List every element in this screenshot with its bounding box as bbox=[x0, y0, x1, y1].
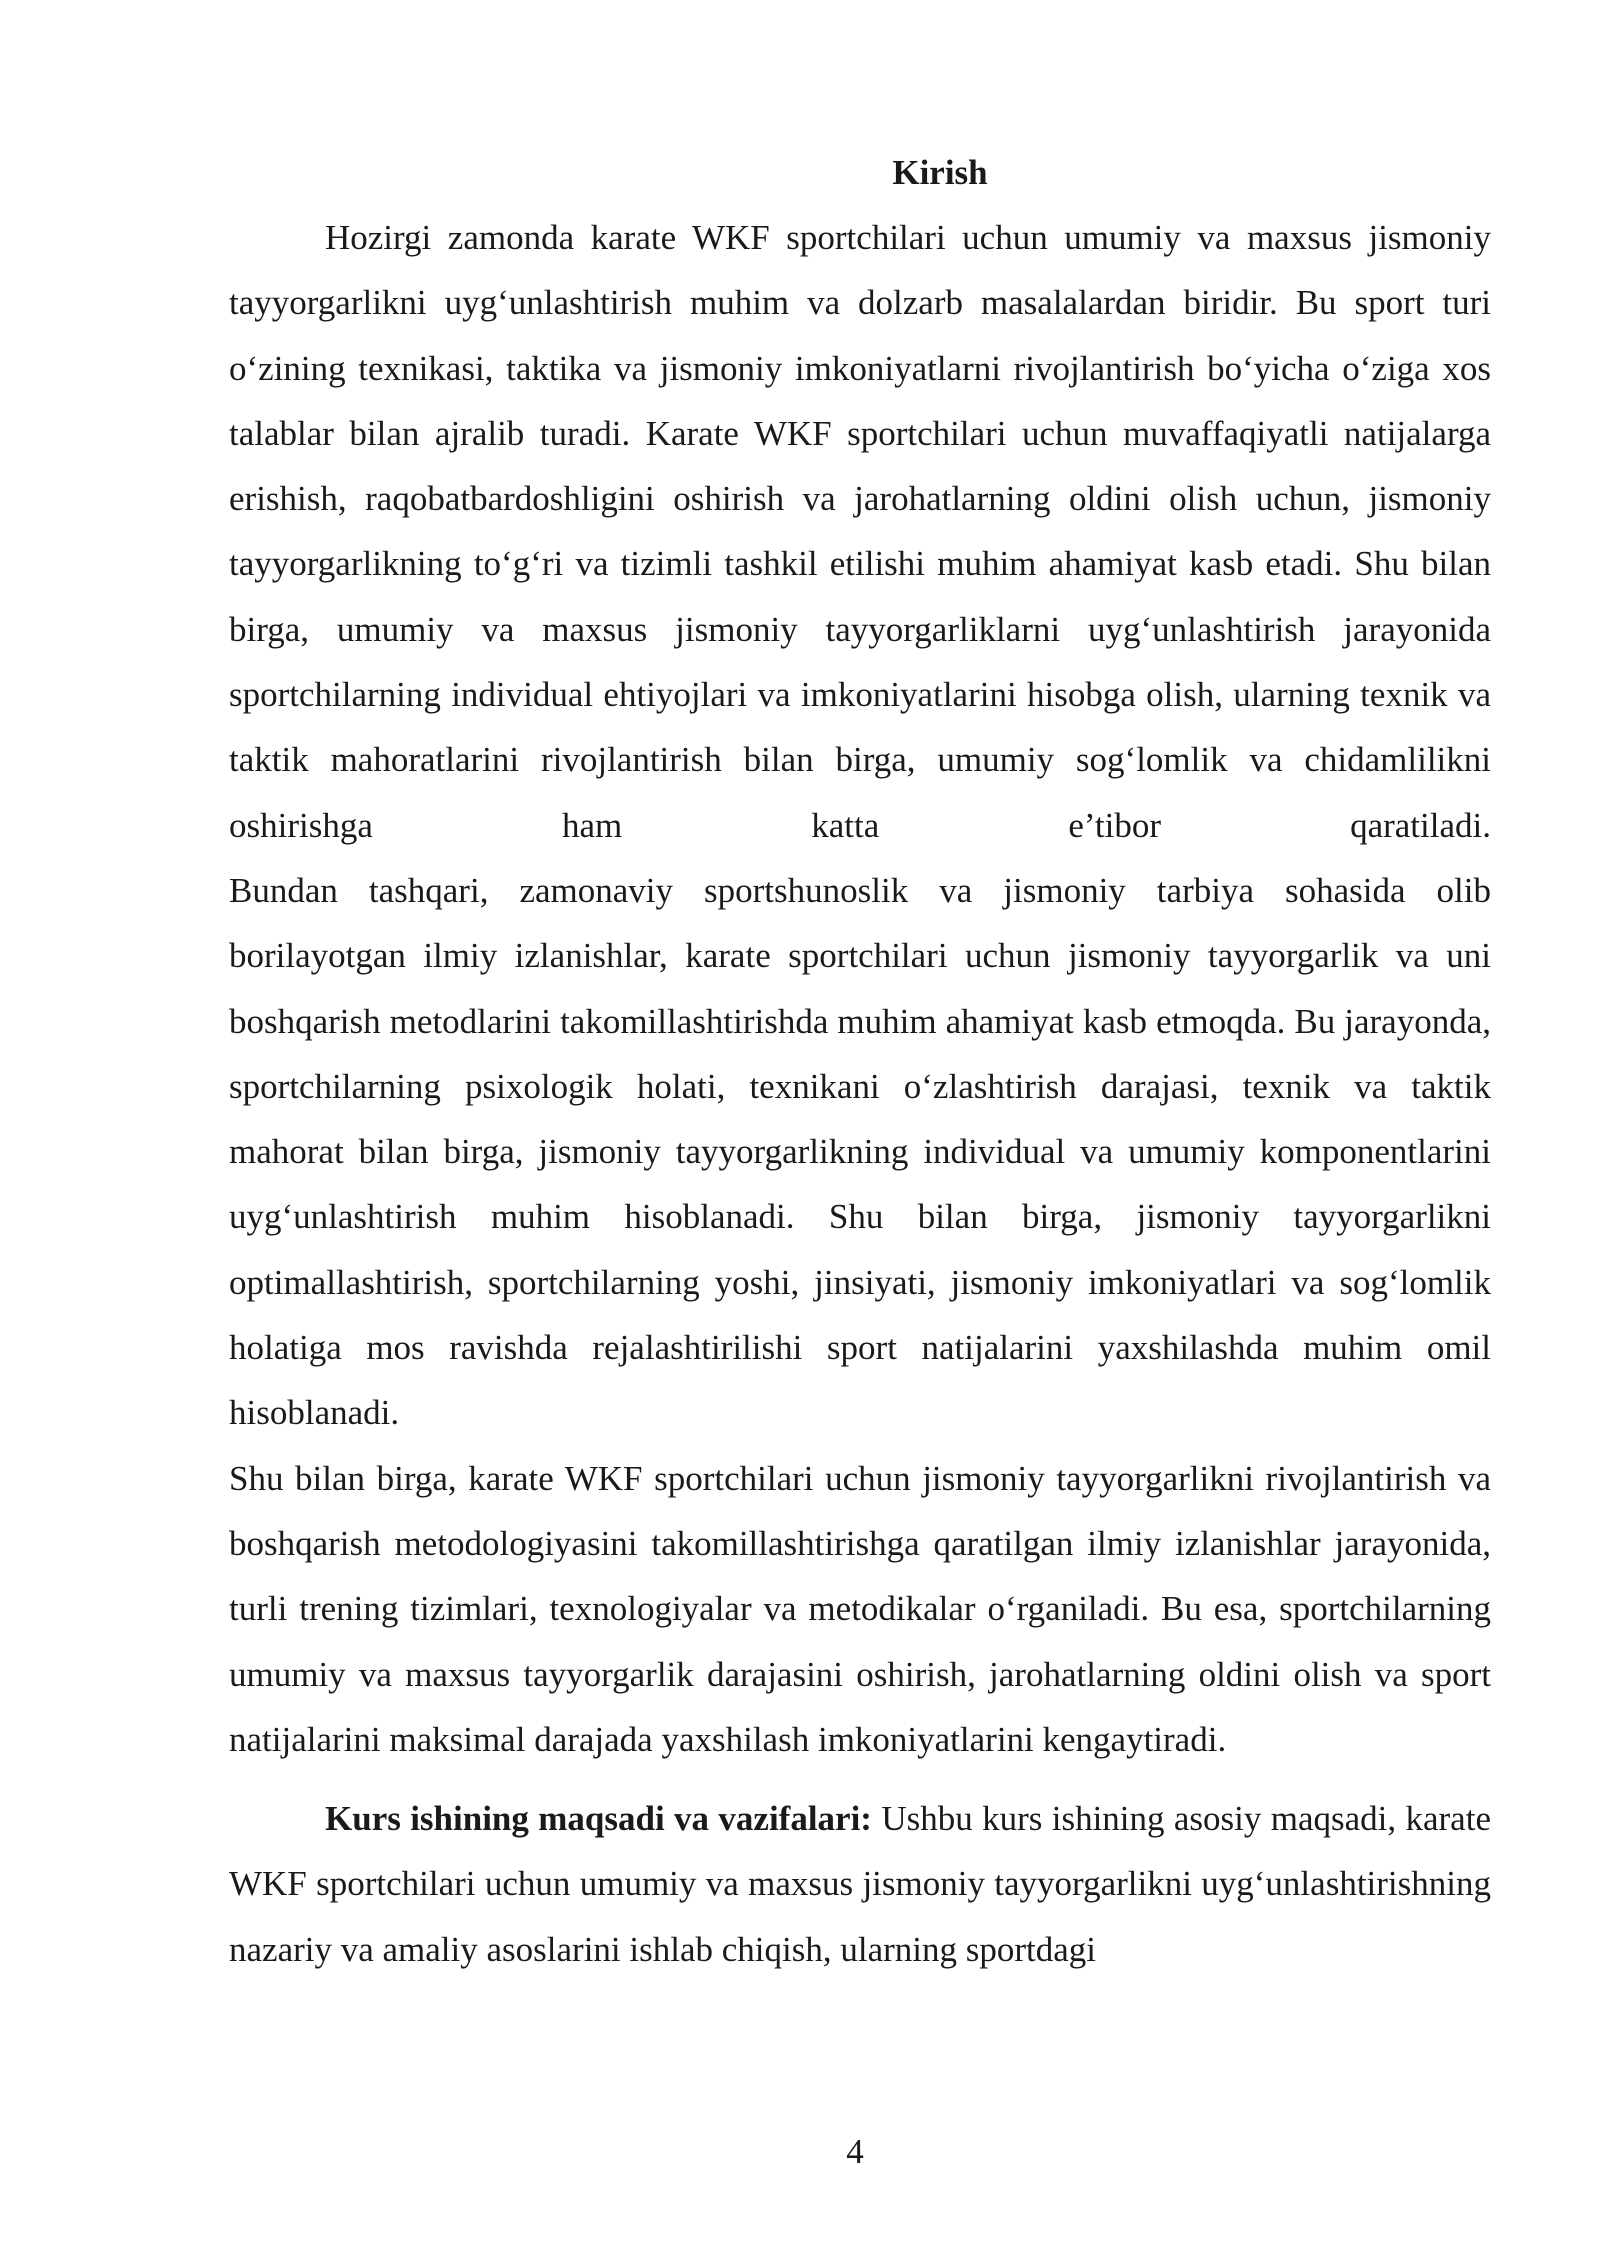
paragraph-research: Bundan tashqari, zamonaviy sportshunoslik va jismoniy tarbiya sohasida olib borilayotgan ilmiy izlanishlar, karate sportchilari uchun jismoniy tayyorgarlik va uni boshqarish metodlarini takomillashtirishda muhim ahamiyat kasb etmoqda. Bu jarayonda, sportchilarning psixologik holati, texnikani o‘zlashtirish darajasi, texnik va taktik mahorat bilan birga, jismoniy tayyorgarlikning individual va umumiy komponentlarini uyg‘unlashtirish muhim hisoblanadi. Shu bilan birga, jismoniy tayyorgarlikni optimallashtirish, sportchilarning yoshi, jinsiyati, jismoniy imkoniyatlari va sog‘lomlik holatiga mos ravishda rejalashtirilishi sport natijalarini yaxshilashda muhim omil hisoblanadi. bbox=[229, 870, 1491, 1433]
goals-label: Kurs ishining maqsadi va vazifalari: bbox=[325, 1799, 872, 1839]
goals-text: Ushbu kurs ishining asosiy maqsadi, karate WKF sportchilari uchun umumiy va maxsus jismoniy tayyorgarlikni uyg‘unlashtirishning nazariy va amaliy asoslarini ishlab chiqish, ularning sportdagi bbox=[229, 1799, 1491, 1969]
document-page bbox=[229, 140, 1491, 1982]
paragraph-intro: Hozirgi zamonda karate WKF sportchilari uchun umumiy va maxsus jismoniy tayyorgarlikni uyg‘unlashtirish muhim va dolzarb masalalardan biridir. Bu sport turi o‘zining texnikasi, taktika va jismoniy imkoniyatlarni rivojlantirish bo‘yicha o‘ziga xos talablar bilan ajralib turadi. Karate WKF sportchilari uchun muvaffaqiyatli natijalarga erishish, raqobatbardoshligini oshirish va jarohatlarning oldini olish uchun, jismoniy tayyorgarlikning to‘g‘ri va tizimli tashkil etilishi muhim ahamiyat kasb etadi. Shu bilan birga, umumiy va maxsus jismoniy tayyorgarliklarni uyg‘unlashtirish jarayonida sportchilarning individual ehtiyojlari va imkoniyatlarini hisobga olish, ularning texnik va taktik mahoratlarini rivojlantirish bilan birga, umumiy sog‘lomlik va chidamlilikni oshirishga ham katta e’tibor qaratiladi. bbox=[229, 218, 1491, 845]
paragraph-methodology: Shu bilan birga, karate WKF sportchilari uchun jismoniy tayyorgarlikni rivojlantirish va boshqarish metodologiyasini takomillashtirishga qaratilgan ilmiy izlanishlar jarayonida, turli trening tizimlari, texnologiyalar va metodikalar o‘rganiladi. Bu esa, sportchilarning umumiy va maxsus tayyorgarlik darajasini oshirish, jarohatlarning oldini olish va sport natijalarini maksimal darajada yaxshilash imkoniyatlarini kengaytiradi. bbox=[229, 1458, 1491, 1759]
paragraph-goals bbox=[229, 1786, 1491, 1982]
page-number: 4 bbox=[846, 2132, 864, 2171]
section-heading: Kirish bbox=[892, 153, 988, 192]
